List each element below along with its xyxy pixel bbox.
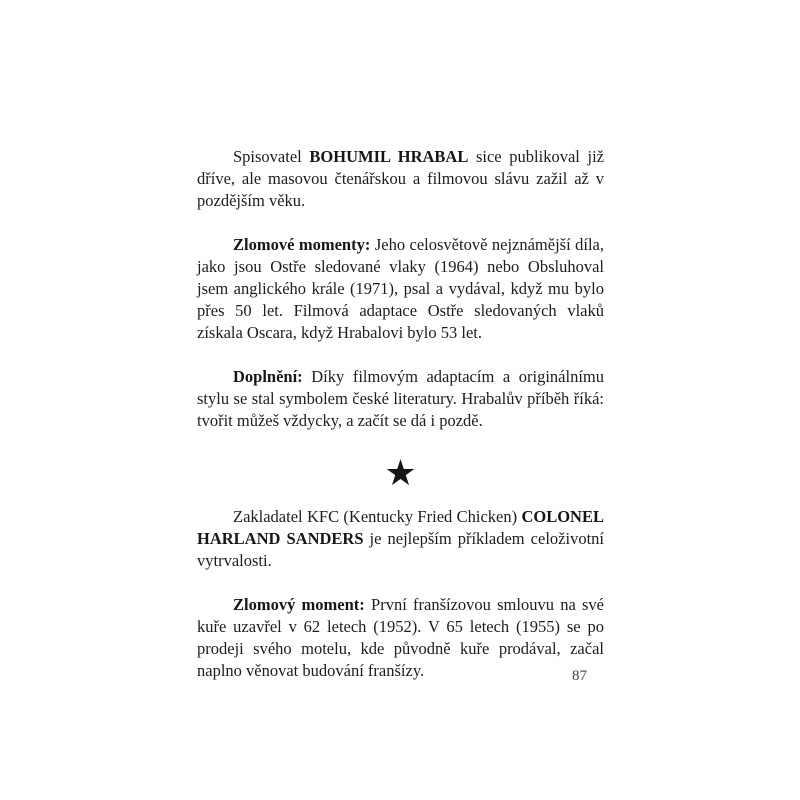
text-segment: je nejlepším příkladem celoživotní vytrvalosti. [197,529,604,570]
bold-lead-zlomove-momenty: Zlomové momenty: [233,235,371,254]
paragraph-sanders-intro [197,506,604,572]
bold-name-hrabal: BOHUMIL HRABAL [309,147,469,166]
text-segment: Jeho celosvětově nejznámější díla, jako jsou Ostře sledované vlaky (1964) nebo Obsluhoval jsem anglického krále (1971), psal a vydával, když mu bylo přes 50 let. Filmová adaptace Ostře sledovaných vlaků získala Oscara, když Hrabalovi bylo 53 let. [197,235,604,342]
text-segment: Díky filmovým adaptacím a originálnímu stylu se stal symbolem české literatury. Hrabalův příběh říká: tvořit můžeš vždycky, a začít se dá i pozdě. [197,367,604,430]
text-segment: Spisovatel [233,147,310,166]
text-segment: sice publikoval již dříve, ale masovou čtenářskou a filmovou slávu zažil až v pozdějším věku. [197,147,604,210]
star-divider-icon: ★ [384,453,417,494]
bold-name-sanders: COLONEL HARLAND SANDERS [197,507,604,548]
page-number: 87 [572,668,587,684]
paragraph-hrabal-intro [197,146,604,212]
paragraph-hrabal-addendum [197,366,604,432]
text-segment: První franšízovou smlouvu na své kuře uzavřel v 62 letech (1952). V 65 letech (1955) se po prodeji svého motelu, kde původně kuře prodával, začal naplno věnovat budování franšízy. [197,595,604,680]
text-column [197,146,604,704]
paragraph-hrabal-breakthrough [197,234,604,344]
bold-lead-doplneni: Doplnění: [233,367,303,386]
bold-lead-zlomovy-moment: Zlomový moment: [233,595,365,614]
text-segment: Zakladatel KFC (Kentucky Fried Chicken) [233,507,522,526]
